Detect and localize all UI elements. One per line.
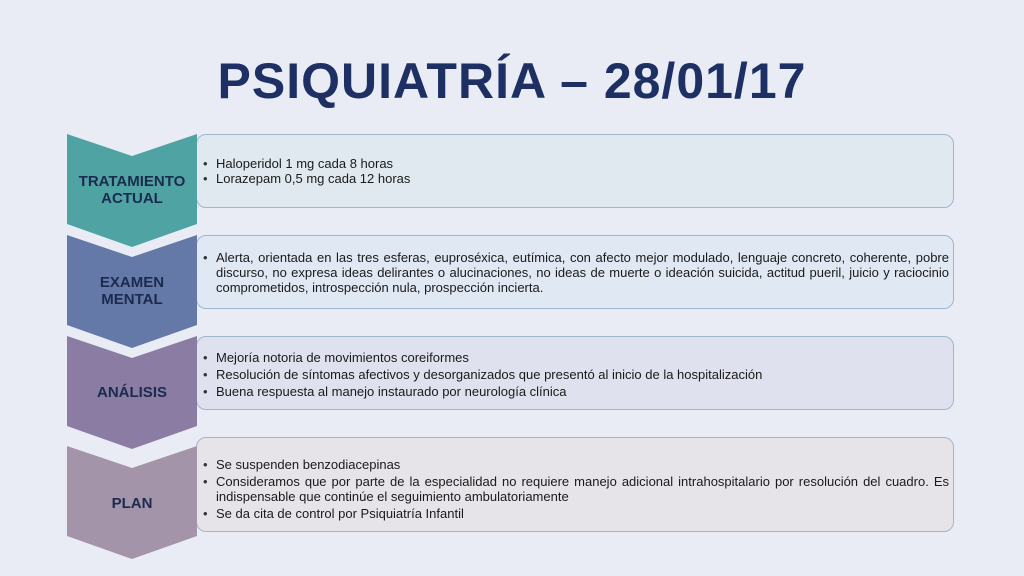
- analisis-label: [67, 384, 197, 401]
- label-line: PLAN: [111, 495, 153, 512]
- examen-mental-box: [196, 235, 954, 309]
- examen-mental-label: [67, 274, 197, 308]
- analisis-list: [197, 344, 949, 399]
- slide-title: PSIQUIATRÍA – 28/01/17: [217, 53, 807, 109]
- tratamiento-actual-label: [67, 173, 197, 207]
- list-item: • Buena respuesta al manejo instaurado por neurología clínica: [216, 384, 949, 399]
- label-line: ANÁLISIS: [96, 384, 167, 401]
- list-item: • Se suspenden benzodiacepinas: [216, 457, 949, 472]
- list-item: • Se da cita de control por Psiquiatría Infantil: [216, 506, 949, 521]
- list-item: • Mejoría notoria de movimientos coreiformes: [216, 350, 949, 365]
- tratamiento-actual-list: [197, 142, 949, 186]
- label-line: MENTAL: [101, 291, 163, 308]
- plan-label: [67, 495, 197, 512]
- list-item: • Lorazepam 0,5 mg cada 12 horas: [216, 171, 949, 186]
- label-line: EXAMEN: [99, 274, 165, 291]
- plan-box: [196, 437, 954, 532]
- list-item: • Alerta, orientada en las tres esferas, euproséxica, eutímica, con afecto mejor modulado, lenguaje concreto, coherente, pobre discurso, no expresa ideas delirantes o alucinaciones, no ideas de muerte o ideación suicida, actitud pueril, juicio y raciocinio comprometidos, introspección nula, prospección incierta.: [216, 250, 949, 295]
- analisis-box: [196, 336, 954, 410]
- examen-mental-list: [197, 243, 949, 295]
- list-item: • Consideramos que por parte de la especialidad no requiere manejo adicional intrahospitalario por resolución del cuadro. Es indispensable que continúe el seguimiento ambulatoriamente: [216, 474, 949, 504]
- label-line: ACTUAL: [101, 190, 163, 207]
- label-line: TRATAMIENTO: [78, 173, 186, 190]
- list-item: • Haloperidol 1 mg cada 8 horas: [216, 156, 949, 171]
- tratamiento-actual-box: [196, 134, 954, 208]
- plan-list: [197, 445, 949, 521]
- list-item: • Resolución de síntomas afectivos y desorganizados que presentó al inicio de la hospitalización: [216, 367, 949, 382]
